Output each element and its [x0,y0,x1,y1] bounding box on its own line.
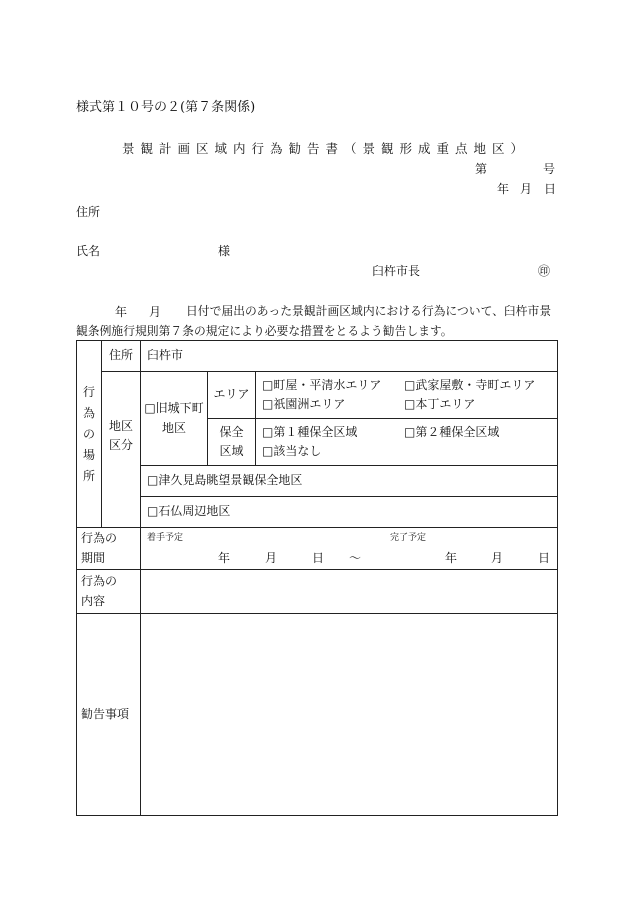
start-day: 日 [312,550,325,565]
old-town-cell [141,372,208,466]
start-label: 着手予定 [147,532,184,543]
old-town-checkbox[interactable]: □旧城下町 [144,401,204,416]
start-year: 年 [218,550,231,565]
document-title: 景観計画区域内行為勧告書（景観形成重点地区） [122,141,530,156]
name-label: 氏名 [76,244,101,258]
area-option-bukeyashiki[interactable]: □武家屋敷・寺町エリア [404,377,536,392]
hozen-option-1[interactable]: □第１種保全区域 [262,424,358,439]
end-year: 年 [445,550,458,565]
content-label: 行為の 内容 [77,570,141,614]
advice-label: 勧告事項 [77,614,141,816]
date-day: 日 [544,182,557,196]
old-town-sub: 地区 [161,420,186,435]
location-header: 行 為 の 場 所 [77,341,102,528]
jusho-label: 住所 [102,341,141,372]
area-option-honcho[interactable]: □本丁エリア [404,397,476,411]
form-number: 様式第１０号の２(第７条関係) [76,100,256,115]
seal-mark: ㊞ [538,264,551,278]
tsukumi-checkbox[interactable]: □津久見島眺望景観保全地区 [141,466,558,497]
hozen-option-none[interactable]: □該当なし [262,444,322,458]
body-line2: 観条例施行規則第７条の規定により必要な措置をとるよう勧告します。 [76,324,453,338]
end-month: 月 [491,550,504,565]
end-day: 日 [538,550,551,565]
district-label: 地区 区分 [102,372,141,528]
end-label: 完了予定 [390,532,427,543]
hozen-label: 保全 区域 [208,419,256,466]
start-month: 月 [265,550,278,565]
address-label: 住所 [76,205,101,219]
mayor-label: 臼杵市長 [372,264,421,278]
period-tilde: 〜 [349,550,362,565]
number-go: 号 [543,162,556,176]
period-label: 行為の 期間 [77,528,141,570]
advice-field[interactable] [141,614,558,816]
application-table [76,340,558,816]
area-option-machiya[interactable]: □町屋・平清水エリア [262,377,382,392]
number-dai: 第 [475,162,488,176]
date-year: 年 [497,182,510,196]
body-line1: 日付で届出のあった景観計画区域内における行為について、臼杵市景 [186,304,552,318]
sekibutsu-checkbox[interactable]: □石仏周辺地区 [141,497,558,528]
hozen-options [256,419,558,466]
area-option-gionsu[interactable]: □祇園洲エリア [262,397,346,411]
jusho-value: 臼杵市 [141,341,558,372]
period-field[interactable] [141,528,558,570]
sama-label: 様 [218,244,231,258]
body-month: 月 [149,305,162,319]
date-month: 月 [520,182,533,196]
content-field[interactable] [141,570,558,614]
area-label: エリア [208,372,256,419]
hozen-option-2[interactable]: □第２種保全区域 [404,424,500,439]
area-options [256,372,558,419]
body-year: 年 [115,305,128,319]
